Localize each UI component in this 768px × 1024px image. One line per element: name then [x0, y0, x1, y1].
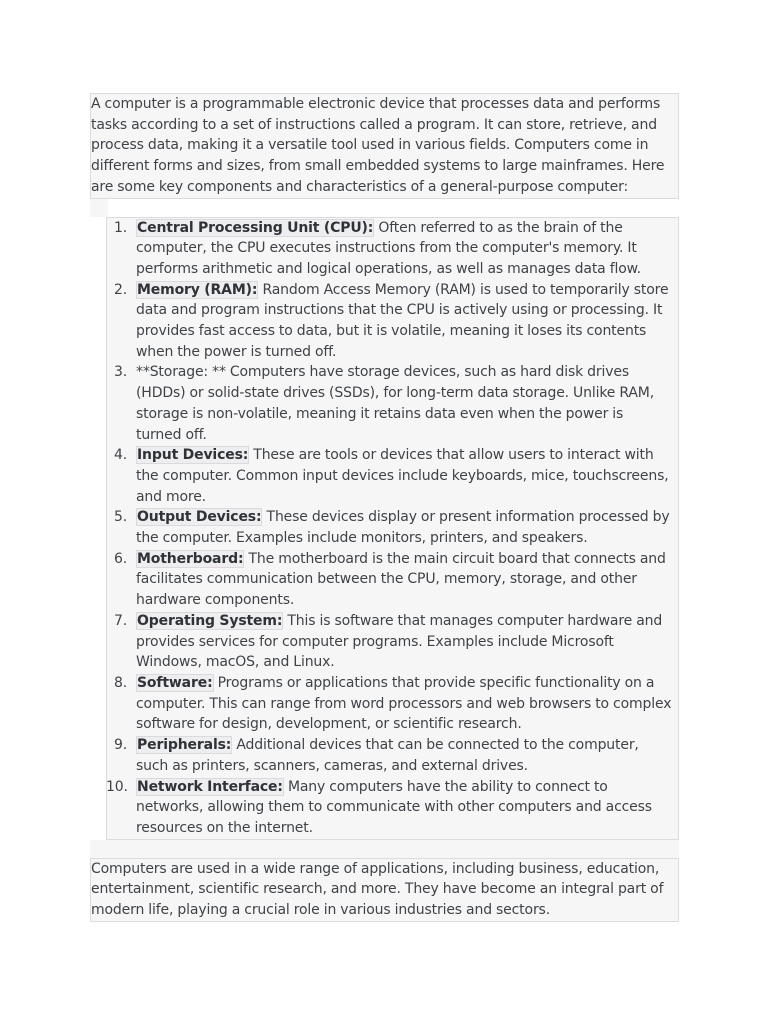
list-text: **Storage: ** Computers have storage devices, such as hard disk drives (HDDs) or solid-state drives (SSDs), for long-term data storage. Unlike RAM, storage is non-volatile, meaning it retains data even when the power is turned off.	[136, 364, 655, 443]
list-term: Output Devices:	[137, 509, 262, 526]
list-number: 2.	[113, 281, 127, 298]
list-item	[107, 445, 672, 507]
document	[90, 93, 679, 922]
list-text: Programs or applications that provide specific functionality on a computer. This can range from word processors and web browsers to complex software for design, development, or scientific research.	[136, 674, 672, 733]
list-item	[107, 362, 672, 445]
list-number: 6.	[113, 550, 127, 567]
list-number: 10.	[106, 778, 128, 795]
list-item	[107, 507, 672, 548]
list-item	[107, 549, 672, 611]
list-item	[107, 280, 672, 363]
list-number: 1.	[113, 219, 127, 236]
list-item	[107, 735, 672, 776]
list-text: Additional devices that can be connected to the computer, such as printers, scanners, cameras, and external drives.	[136, 737, 639, 774]
components-list	[107, 218, 672, 839]
list-number: 8.	[113, 674, 127, 691]
list-text: This is software that manages computer hardware and provides services for computer programs. Examples include Microsoft Windows, macOS, and Linux.	[136, 612, 663, 671]
intro-paragraph: A computer is a programmable electronic device that processes data and performs tasks according to a set of instructions called a program. It can store, retrieve, and process data, making it a versatile tool used in various fields. Computers come in different forms and sizes, from small embedded systems to large mainframes. Here are some key components and characteristics of a general-purpose computer:	[90, 93, 679, 199]
list-item	[107, 777, 672, 839]
list-number: 4.	[113, 447, 127, 464]
list-text: Many computers have the ability to connect to networks, allowing them to communicate with other computers and access resources on the internet.	[136, 778, 652, 836]
list-item	[107, 218, 672, 280]
list-item	[107, 611, 672, 673]
list-text: Random Access Memory (RAM) is used to temporarily store data and program instructions that the CPU is actively using or processing. It provides fast access to data, but it is volatile, meaning it loses its contents when the power is turned off.	[136, 281, 669, 360]
list-number: 9.	[113, 737, 127, 754]
spacer	[90, 840, 679, 858]
list-item	[107, 673, 672, 735]
list-term: Software:	[137, 674, 213, 691]
list-text: These devices display or present information processed by the computer. Examples include monitors, printers, and speakers.	[136, 509, 670, 547]
list-text: These are tools or devices that allow users to interact with the computer. Common input devices include keyboards, mice, touchscreens, and more.	[136, 447, 669, 505]
list-number: 5.	[113, 509, 127, 526]
list-term: Operating System:	[137, 612, 283, 629]
list-number: 7.	[113, 612, 127, 629]
list-term: Network Interface:	[137, 778, 283, 795]
list-term: Motherboard:	[137, 550, 244, 567]
components-list-container	[106, 217, 679, 840]
outro-paragraph: Computers are used in a wide range of applications, including business, education, entertainment, scientific research, and more. They have become an integral part of modern life, playing a crucial role in various industries and sectors.	[90, 858, 679, 922]
list-term: Peripherals:	[137, 737, 232, 754]
list-text: The motherboard is the main circuit board that connects and facilitates communication between the CPU, memory, storage, and other hardware components.	[136, 550, 666, 609]
list-term: Memory (RAM):	[137, 281, 258, 298]
spacer	[90, 199, 108, 217]
list-term: Input Devices:	[137, 447, 249, 464]
list-term: Central Processing Unit (CPU):	[137, 219, 374, 236]
list-text: Often referred to as the brain of the computer, the CPU executes instructions from the computer's memory. It performs arithmetic and logical operations, as well as manages data flow.	[136, 219, 641, 277]
list-number: 3.	[113, 364, 127, 381]
